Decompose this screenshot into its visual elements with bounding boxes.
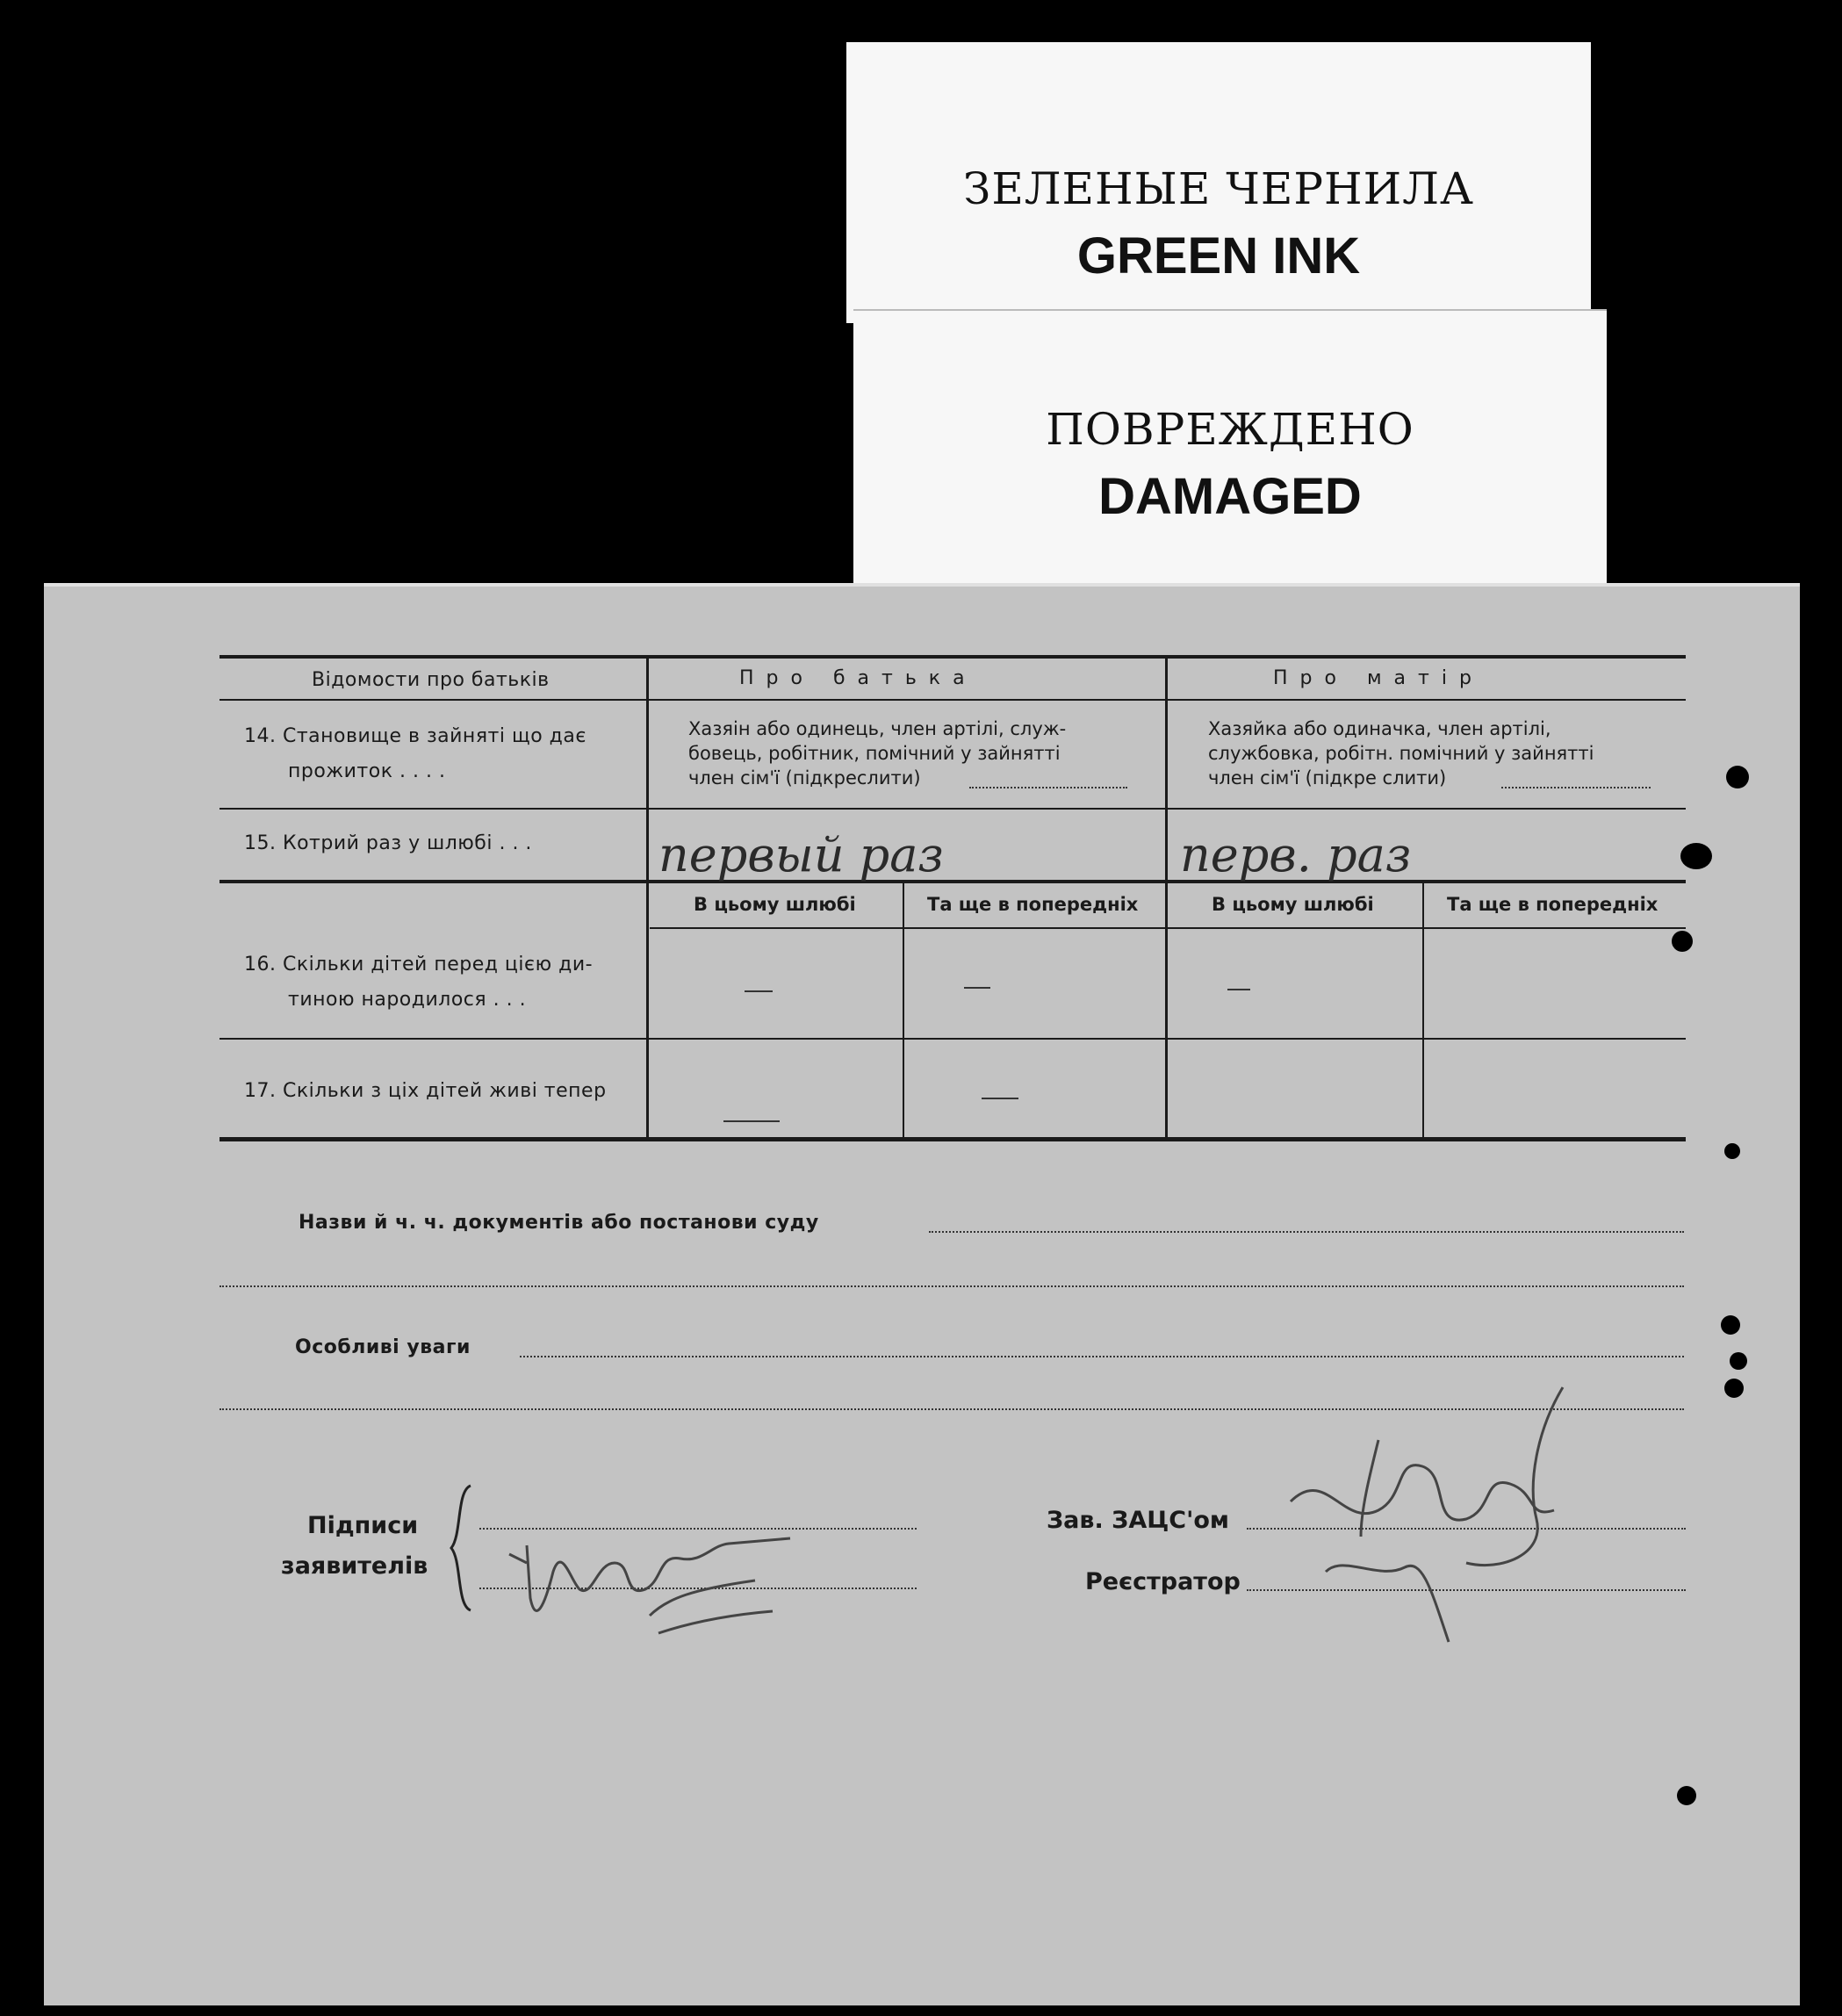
- row14-father-line3: член сім'ї (підкреслити): [688, 767, 921, 788]
- row14-mother-line3: член сім'ї (підкре слити): [1208, 767, 1447, 788]
- green-ink-label-card: [846, 42, 1591, 323]
- father-this-marriage-header: В цьому шлюбі: [694, 894, 856, 915]
- punch-hole: [1680, 843, 1712, 869]
- row14-mother-dots: [1501, 787, 1651, 788]
- document-sheet: [44, 583, 1800, 2005]
- remarks-field-line: [520, 1356, 1684, 1357]
- documents-field-label: Назви й ч. ч. документів або постанови суду: [299, 1212, 819, 1234]
- row16-mother-this-dash: [1227, 989, 1250, 990]
- row16-rule: [219, 1038, 1686, 1040]
- mother-previous-header: Та ще в попередніх: [1447, 894, 1659, 915]
- row14-rule: [219, 808, 1686, 810]
- row15-father-handwritten: первый раз: [658, 827, 944, 882]
- applicants-brace: [448, 1482, 474, 1614]
- row14-label-line2: прожиток . . . .: [288, 760, 446, 782]
- row16-label-line1: 16. Скільки дітей перед цією ди-: [244, 954, 594, 976]
- punch-hole: [1726, 766, 1749, 788]
- col-divider-1: [646, 659, 649, 1140]
- col-father-header: Про батька: [739, 667, 977, 689]
- row17-father-prev-dash: [982, 1098, 1018, 1099]
- col-info-header: Відомости про батьків: [312, 669, 550, 691]
- damaged-label-en: DAMAGED: [1098, 468, 1362, 525]
- sheet-top-edge: [44, 583, 1800, 587]
- table-bottom-rule: [219, 1137, 1686, 1141]
- remarks-field-label: Особливі уваги: [295, 1336, 471, 1358]
- punch-hole: [1677, 1786, 1696, 1805]
- applicants-signatures-label-line1: Підписи: [307, 1512, 419, 1539]
- punch-hole: [1724, 1379, 1744, 1398]
- row14-father-line1: Хазяін або одинець, член артілі, служ-: [688, 718, 1067, 739]
- punch-hole: [1724, 1143, 1740, 1159]
- damaged-label-card: [853, 311, 1607, 583]
- documents-field-line2: [219, 1285, 1684, 1287]
- col-divider-father: [903, 883, 904, 1140]
- row14-label-line1: 14. Становище в зайняті що дає: [244, 725, 586, 747]
- col-divider-mother: [1422, 883, 1424, 1140]
- registrar-label: Реєстратор: [1085, 1568, 1241, 1595]
- punch-hole: [1672, 931, 1693, 952]
- official-signature: [1273, 1379, 1624, 1660]
- green-ink-label-ru: ЗЕЛЕНЫЕ ЧЕРНИЛА: [963, 163, 1474, 214]
- punch-hole: [1730, 1352, 1747, 1370]
- father-previous-header: Та ще в попередніх: [927, 894, 1139, 915]
- row16-father-this-dash: [745, 990, 773, 992]
- head-zags-label: Зав. ЗАЦС'ом: [1047, 1507, 1229, 1534]
- row15-mother-handwritten: перв. раз: [1180, 827, 1412, 882]
- col-divider-2: [1165, 659, 1168, 1140]
- col-mother-header: Про матір: [1273, 667, 1484, 689]
- damaged-label-ru: ПОВРЕЖДЕНО: [1046, 404, 1414, 455]
- subheader-rule: [650, 927, 1686, 929]
- row17-label: 17. Скільки з ціх дітей живі тепер: [244, 1080, 607, 1102]
- row15-rule: [219, 880, 1686, 883]
- mother-this-marriage-header: В цьому шлюбі: [1212, 894, 1374, 915]
- green-ink-label-en: GREEN INK: [1076, 227, 1361, 284]
- applicants-signatures-label-line2: заявителів: [281, 1552, 428, 1580]
- row14-father-dots: [969, 787, 1127, 788]
- header-rule: [219, 699, 1686, 701]
- row14-mother-line1: Хазяйка або одиначка, член артілі,: [1208, 718, 1551, 739]
- row16-father-prev-dash: [964, 987, 990, 989]
- row14-father-line2: бовець, робітник, помічний у зайнятті: [688, 743, 1061, 764]
- row14-mother-line2: службовка, робітн. помічний у зайнятті: [1208, 743, 1594, 764]
- table-top-rule: [219, 655, 1686, 659]
- documents-field-line: [929, 1231, 1684, 1233]
- punch-hole: [1721, 1315, 1740, 1335]
- applicant-signature: [492, 1528, 808, 1668]
- row17-father-this-dash: [723, 1120, 780, 1122]
- row15-label: 15. Котрий раз у шлюбі . . .: [244, 832, 532, 854]
- row16-label-line2: тиною народилося . . .: [288, 989, 527, 1011]
